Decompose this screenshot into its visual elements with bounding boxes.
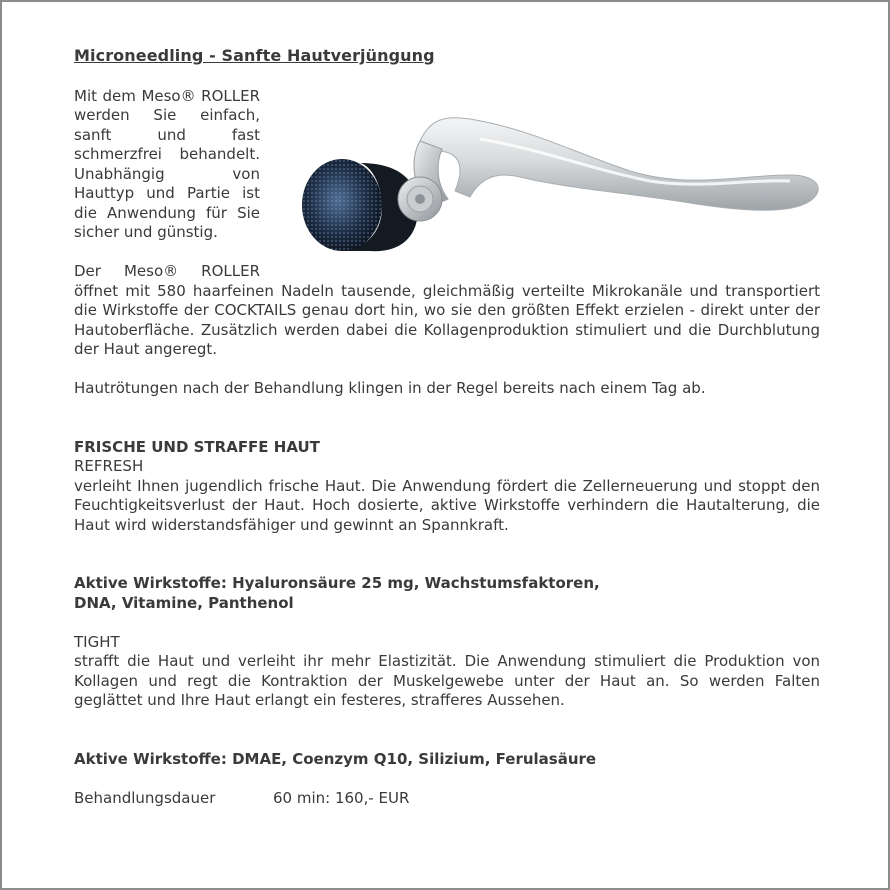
page-title: Microneedling - Sanfte Hautverjüngung — [74, 46, 435, 65]
treatment-duration — [74, 789, 820, 809]
duration-label: Behandlungsdauer — [74, 788, 216, 807]
intro-paragraph-3: Hautrötungen nach der Behandlung klingen in der Regel bereits nach einem Tag ab. — [74, 379, 706, 397]
tight-ingredients: Aktive Wirkstoffe: DMAE, Coenzym Q10, Silizium, Ferulasäure — [74, 749, 597, 768]
duration-value: 60 min: 160,- EUR — [273, 788, 410, 807]
intro-paragraph-2: Der Meso® ROLLER öffnet mit 580 haarfeinen Nadeln tausende, gleichmäßig verteilte Mikrokanäle und transportiert die Wirkstoffe der COCKTAILS genau dort hin, wo sie den größten Effekt erzielen - direkt unter der Hautoberfläche. Zusätzlich werden dabei die Kollagenproduktion stimuliert und die Durchblutung der Haut angeregt. — [74, 262, 820, 358]
document-content — [74, 46, 820, 808]
refresh-ingredients-line-1: Aktive Wirkstoffe: Hyaluronsäure 25 mg, Wachstumsfaktoren, — [74, 574, 600, 592]
intro-block — [74, 87, 820, 360]
refresh-ingredients-line-2: DNA, Vitamine, Panthenol — [74, 593, 294, 612]
section-heading: FRISCHE UND STRAFFE HAUT — [74, 437, 320, 456]
refresh-text: verleiht Ihnen jugendlich frische Haut. Die Anwendung fördert die Zellerneuerung und stoppt den Feuchtigkeitsverlust der Haut. Hoch dosierte, aktive Wirkstoffe verhindern die Hautalterung, die Haut wird widerstandsfähiger und gewinnt an Spannkraft. — [74, 476, 820, 534]
intro-paragraph-1: Mit dem Meso® ROLLER werden Sie einfach, sanft und fast schmerzfrei behandelt. Unabhängig von Hauttyp und Partie ist die Anwendung für Sie sicher und günstig. — [74, 86, 260, 241]
meso-roller-image — [270, 87, 820, 279]
refresh-name: REFRESH — [74, 457, 144, 475]
tight-name: TIGHT — [74, 632, 120, 651]
tight-text: strafft die Haut und verleiht ihr mehr Elastizität. Die Anwendung stimuliert die Produktion von Kollagen und regt die Kontraktion der Muskelgewebe unter der Haut an. So werden Falten geglättet und Ihre Haut erlangt ein festeres, strafferes Aussehen. — [74, 652, 820, 709]
